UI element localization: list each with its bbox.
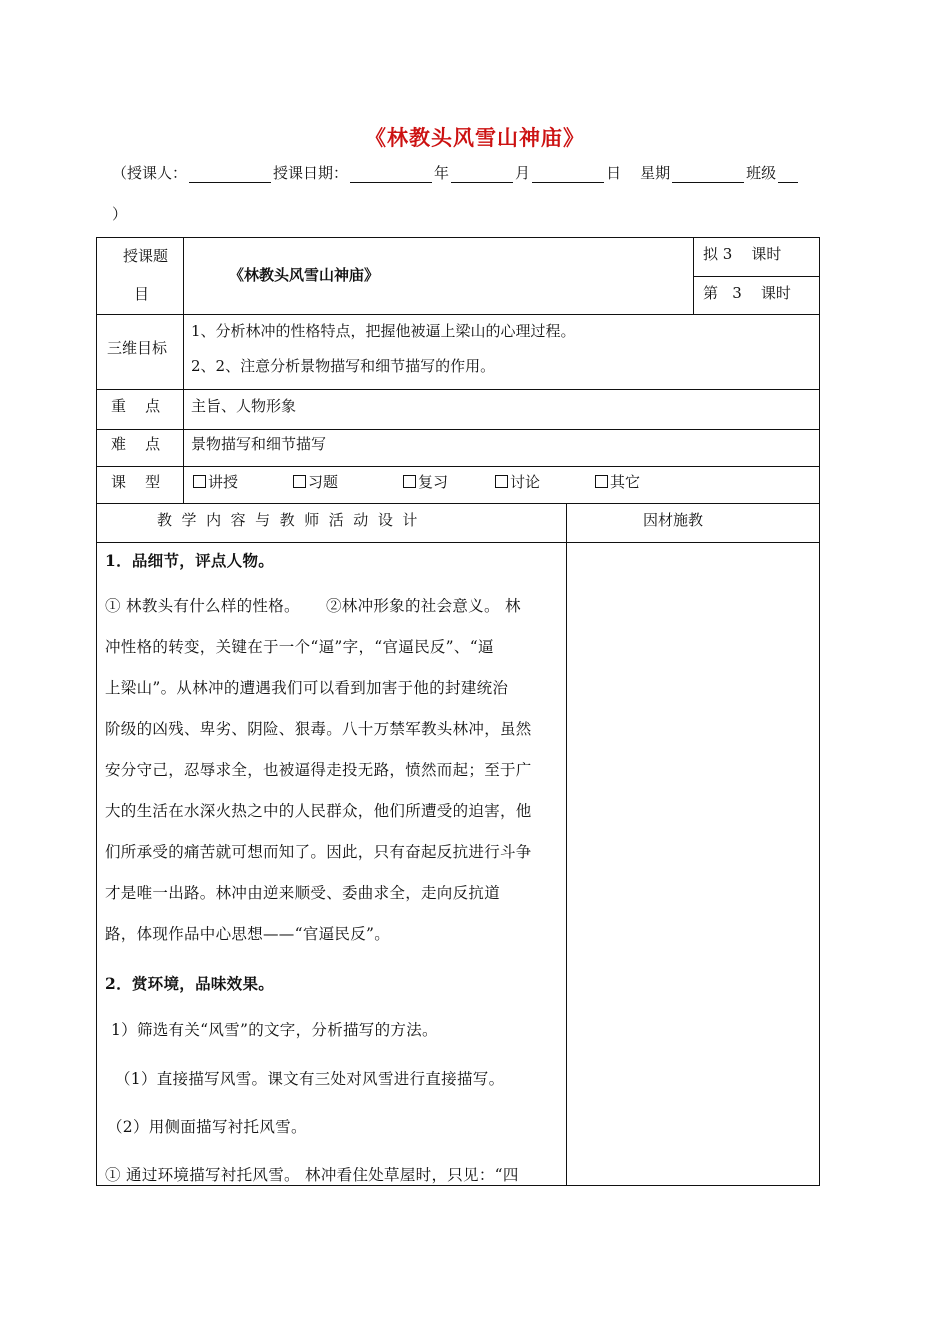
lesson-info-line: [112, 162, 872, 183]
year-label: 年: [434, 164, 450, 182]
body-line: 阶级的凶残、卑劣、阴险、狠毒。八十万禁军教头林冲，虽然: [105, 720, 532, 738]
day-blank: [532, 166, 604, 183]
difficulty-value: 景物描写和细节描写: [191, 435, 327, 453]
section-2-heading: 2．赏环境，品味效果。: [105, 974, 275, 993]
type-option-discussion[interactable]: 讨论: [495, 471, 540, 492]
page-title: 《林教头风雪山神庙》: [365, 125, 585, 150]
key-value: 主旨、人物形象: [191, 397, 297, 415]
current-hour: 第 3 课时: [703, 284, 791, 302]
label-column-divider: [183, 238, 184, 503]
month-label: 月: [515, 164, 531, 182]
section-1-heading: 1．品细节，评点人物。: [105, 551, 275, 570]
body-line: （1）直接描写风雪。课文有三处对风雪进行直接描写。: [115, 1070, 505, 1088]
topic-label-line2: 目: [134, 285, 150, 303]
checkbox-icon: [293, 475, 306, 488]
month-blank: [451, 166, 513, 183]
body-line: 安分守己，忍辱求全，也被逼得走投无路，愤然而起；至于广: [105, 761, 532, 779]
type-option-review[interactable]: 复习: [403, 471, 448, 492]
topic-label-line1: 授课题: [123, 247, 169, 265]
row-divider: [97, 429, 819, 430]
checkbox-icon: [403, 475, 416, 488]
body-line: 大的生活在水深火热之中的人民群众，他们所遭受的迫害，他: [105, 802, 532, 820]
body-line: 冲性格的转变，关键在于一个“逼”字，“官逼民反”、“逼: [105, 638, 494, 656]
row-divider: [97, 389, 819, 390]
body-line: 路，体现作品中心思想——“官逼民反”。: [105, 925, 391, 943]
hours-divider: [693, 276, 819, 277]
body-line: 1）筛选有关“风雪”的文字，分析描写的方法。: [111, 1021, 438, 1039]
teacher-blank: [189, 166, 271, 183]
row-divider: [97, 542, 819, 543]
planned-hours: 拟 3 课时: [703, 245, 782, 263]
topic-value: 《林教头风雪山神庙》: [229, 266, 380, 284]
design-header: 教 学 内 容 与 教 师 活 动 设 计: [157, 511, 418, 529]
year-blank: [350, 166, 432, 183]
checkbox-icon: [495, 475, 508, 488]
teacher-label: （授课人：: [112, 164, 188, 182]
close-paren: ）: [112, 205, 128, 223]
class-label: 班级: [746, 164, 777, 182]
goal-item: 2、2、注意分析景物描写和细节描写的作用。: [191, 357, 496, 375]
date-label: 授课日期：: [273, 164, 349, 182]
day-label: 日: [606, 164, 622, 182]
body-line: （2）用侧面描写衬托风雪。: [107, 1118, 307, 1136]
type-option-exercise[interactable]: 习题: [293, 471, 338, 492]
row-divider: [97, 314, 819, 315]
body-line: ① 通过环境描写衬托风雪。 林冲看住处草屋时，只见：“四: [105, 1166, 519, 1184]
weekday-blank: [672, 166, 744, 183]
body-line: 们所承受的痛苦就可想而知了。因此，只有奋起反抗进行斗争: [105, 843, 532, 861]
type-option-lecture[interactable]: 讲授: [193, 471, 238, 492]
row-divider: [97, 466, 819, 467]
class-blank: [778, 166, 798, 183]
difficulty-label: 难 点: [111, 435, 161, 453]
checkbox-icon: [193, 475, 206, 488]
row-divider: [97, 503, 819, 504]
hours-column-divider: [693, 238, 694, 314]
weekday-label: 星期: [640, 164, 671, 182]
adapt-header: 因材施教: [643, 511, 704, 529]
body-line: ① 林教头有什么样的性格。 ②林冲形象的社会意义。 林: [105, 597, 521, 615]
key-label: 重 点: [111, 397, 161, 415]
goal-item: 1、分析林冲的性格特点，把握他被逼上梁山的心理过程。: [191, 322, 576, 340]
body-line: 上梁山”。从林冲的遭遇我们可以看到加害于他的封建统治: [105, 679, 509, 697]
type-label: 课 型: [111, 473, 161, 491]
checkbox-icon: [595, 475, 608, 488]
body-line: 才是唯一出路。林冲由逆来顺受、委曲求全，走向反抗道: [105, 884, 501, 902]
goals-label: 三维目标: [107, 339, 168, 357]
lesson-plan-table: [96, 237, 820, 1186]
type-option-other[interactable]: 其它: [595, 471, 640, 492]
